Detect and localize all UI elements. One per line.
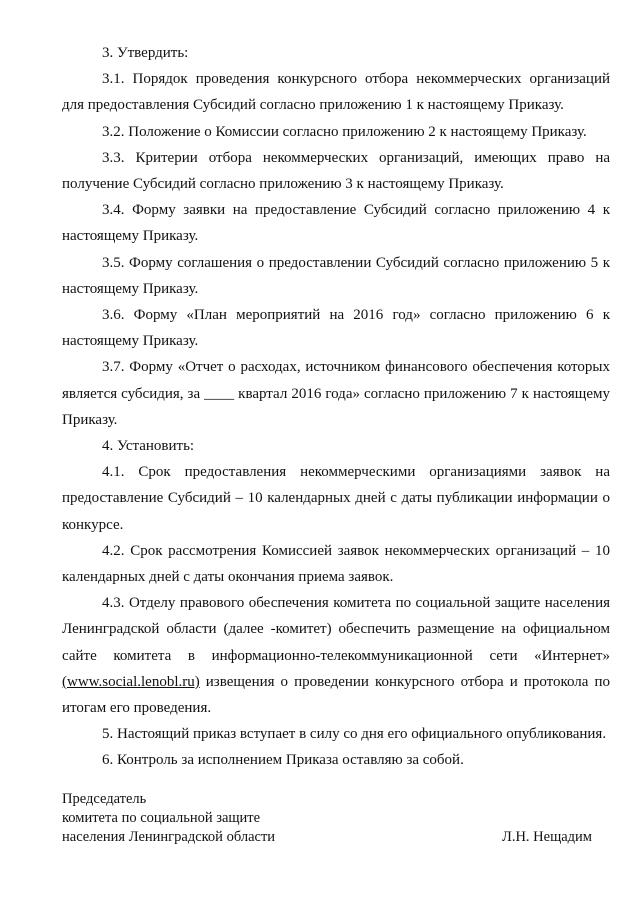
signature-block: [62, 790, 610, 847]
paragraph-3-3: 3.3. Критерии отбора некоммерческих организаций, имеющих право на получение Субсидий согласно приложению 3 к настоящему Приказу.: [62, 149, 610, 193]
paragraph-3-2: 3.2. Положение о Комиссии согласно приложению 2 к настоящему Приказу.: [102, 123, 587, 140]
signature-title-line-3: населения Ленинградской области: [62, 829, 276, 845]
paragraph-3-4: 3.4. Форму заявки на предоставление Субсидий согласно приложению 4 к настоящему Приказу.: [62, 202, 610, 245]
paragraph-5: 5. Настоящий приказ вступает в силу со дня его официального опубликования.: [102, 726, 607, 743]
paragraph-4-3-after-link: извещения о проведении конкурсного отбора и протокола по: [199, 673, 610, 690]
paragraph-3-5: 3.5. Форму соглашения о предоставлении Субсидий согласно приложению 5 к настоящему Приказу.: [62, 254, 610, 297]
paragraph-4-3-text: 4.3. Отделу правового обеспечения комитета по социальной защите населения Ленинградской области (далее -комитет) обеспечить размещение на официальном сайте комитета в информационно-телекоммуникационной сети «Интернет»: [62, 595, 610, 664]
signatory-name: Л.Н. Нещадим: [501, 829, 592, 845]
signature-title-line-1: Председатель: [62, 791, 147, 807]
paragraph-6: 6. Контроль за исполнением Приказа оставляю за собой.: [102, 752, 464, 769]
paragraph-3-6: 3.6. Форму «План мероприятий на 2016 год» согласно приложению 6 к настоящему Приказу.: [62, 307, 610, 350]
paragraph-3-7: 3.7. Форму «Отчет о расходах, источником финансового обеспечения которых является субсидия, за ____ квартал 2016 года» согласно приложению 7 к настоящему Приказу.: [62, 359, 610, 428]
paragraph-4-2: 4.2. Срок рассмотрения Комиссией заявок некоммерческих организаций – 10 календарных дней с даты окончания приема заявок.: [62, 542, 610, 586]
paragraph-4: 4. Установить:: [102, 438, 195, 455]
document-body: [62, 40, 610, 774]
signature-title-line-2: комитета по социальной защите: [62, 810, 261, 826]
paragraph-3: 3. Утвердить:: [102, 45, 189, 61]
paragraph-4-1: 4.1. Срок предоставления некоммерческими организациями заявок на предоставление Субсидий – 10 календарных дней с даты публикации информации о конкурсе.: [62, 464, 610, 533]
website-link[interactable]: (www.social.lenobl.ru): [62, 673, 200, 690]
paragraph-4-3: [62, 590, 610, 721]
paragraph-4-3-tail: итогам его проведения.: [62, 700, 212, 717]
paragraph-3-1: 3.1. Порядок проведения конкурсного отбора некоммерческих организаций для предоставления Субсидий согласно приложению 1 к настоящему Приказу.: [62, 71, 610, 114]
